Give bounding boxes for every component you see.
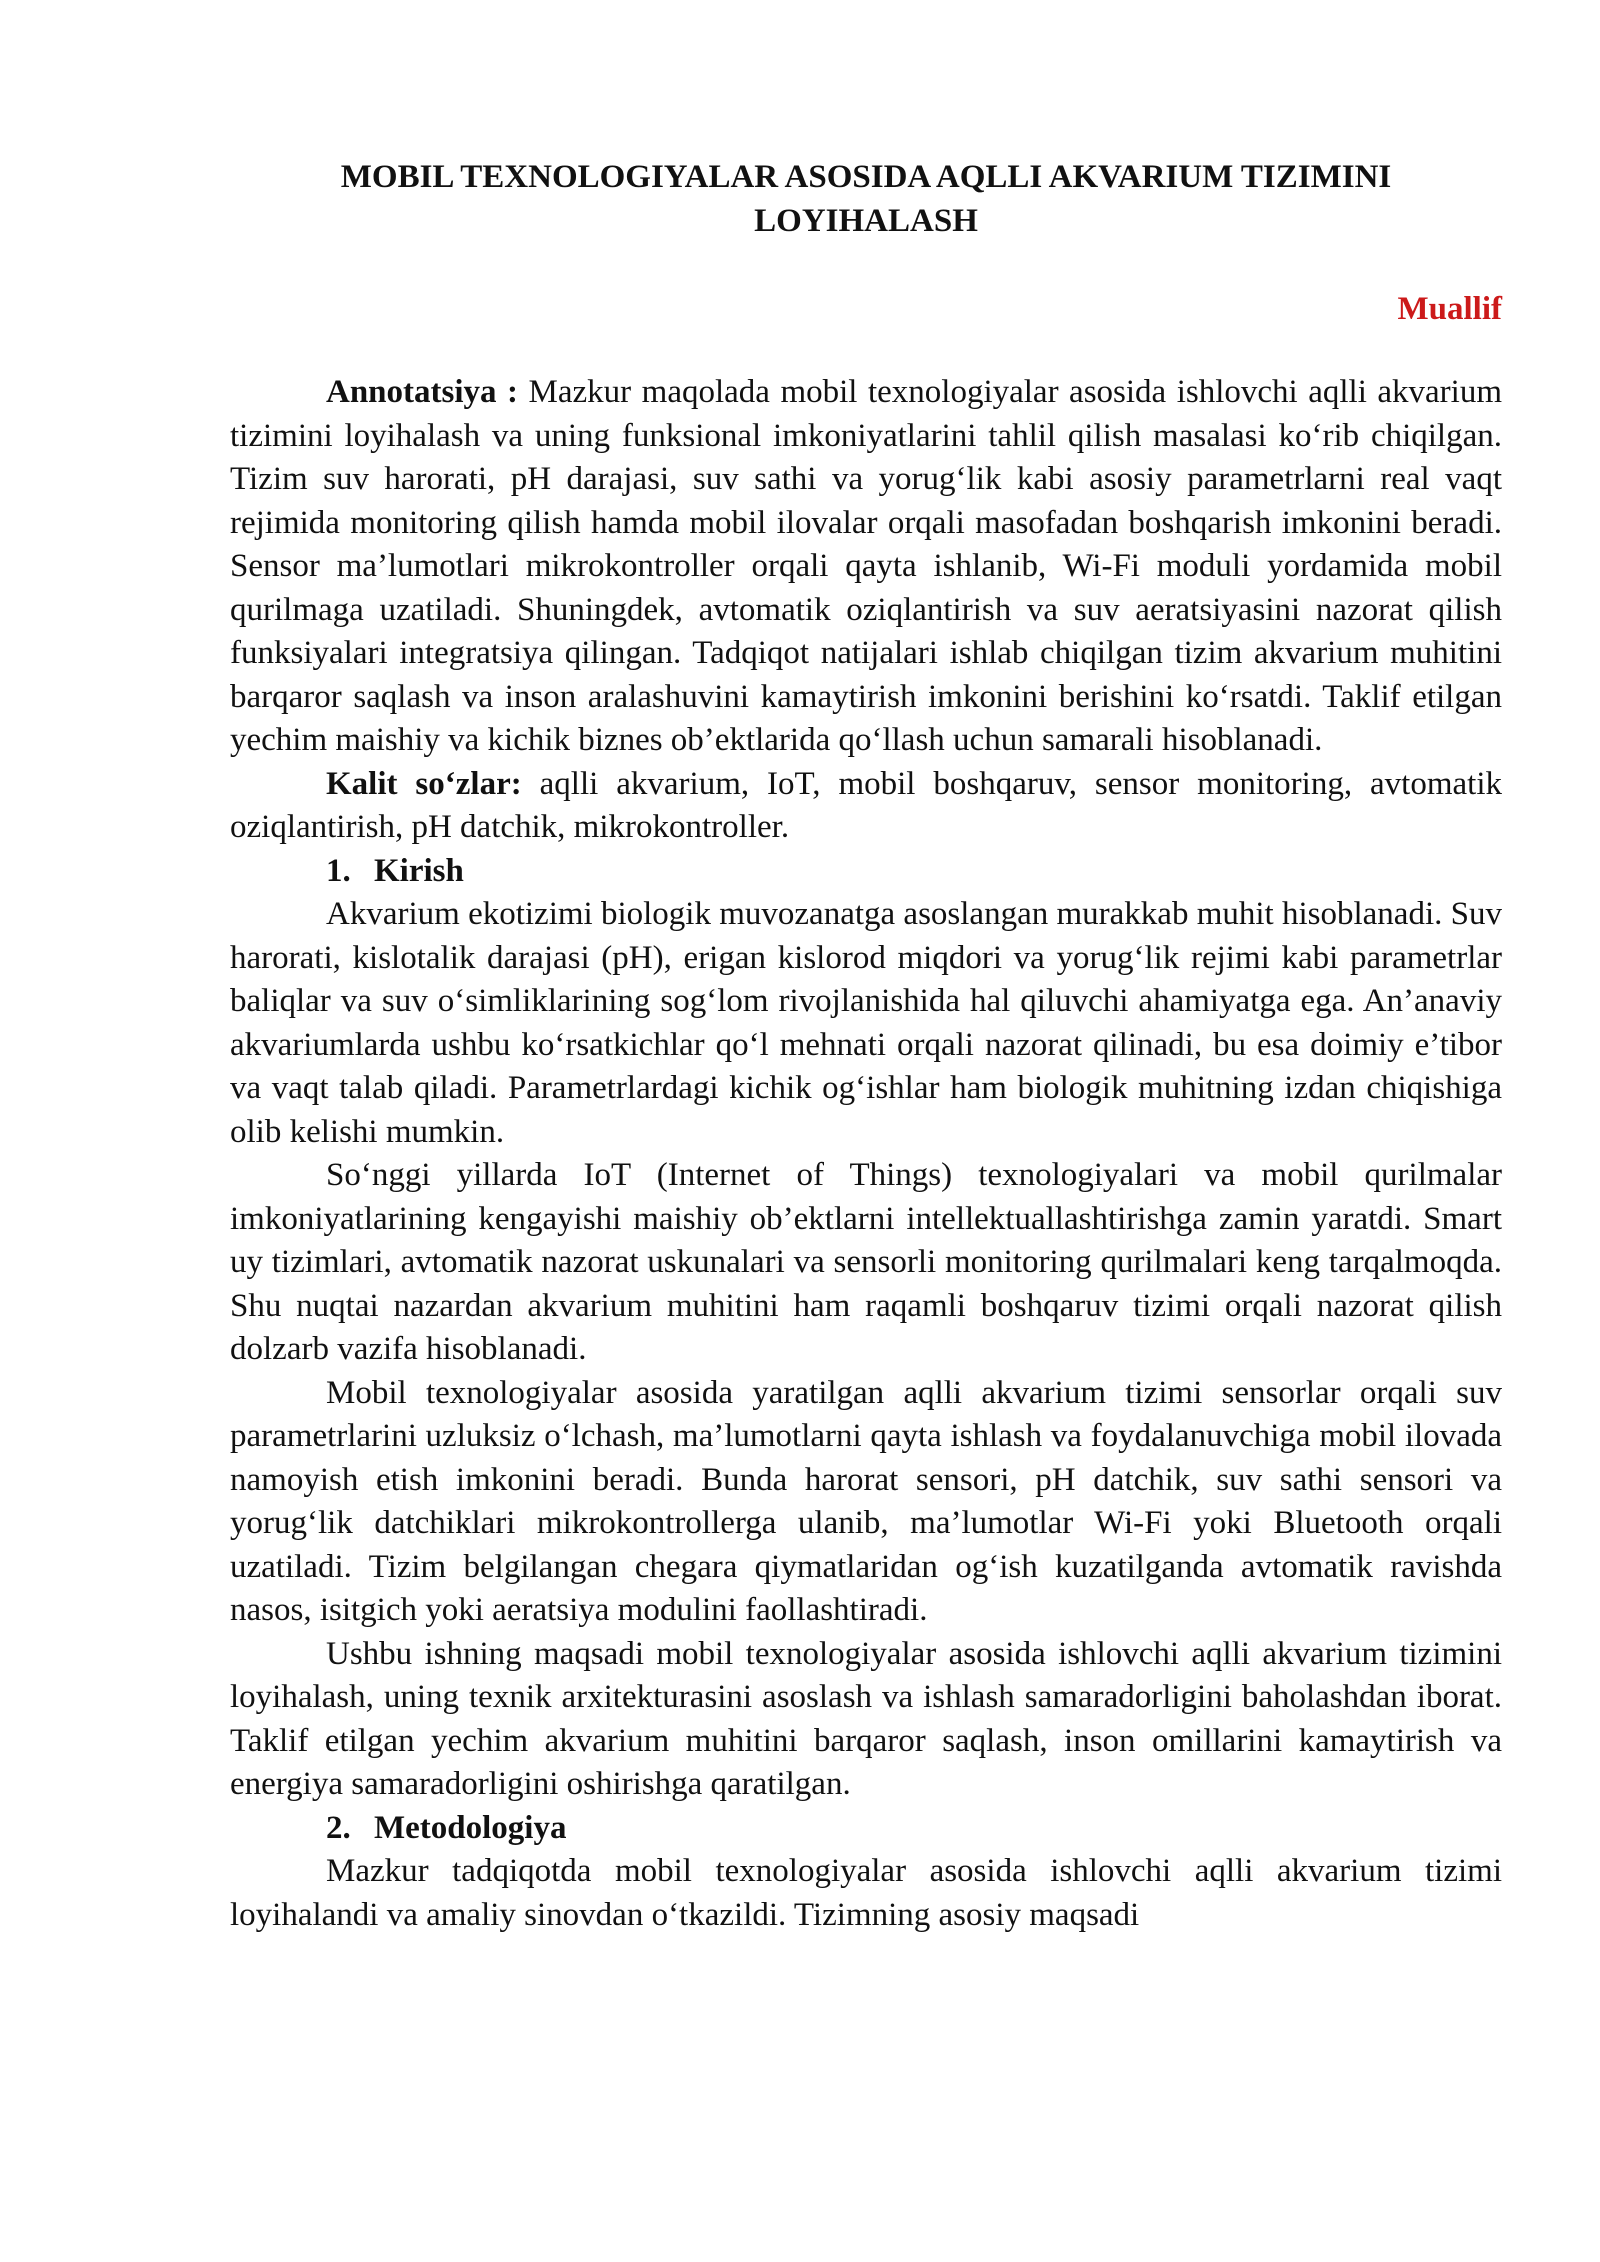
section-number: 2. <box>326 1809 351 1846</box>
author-name: Muallif <box>1397 291 1502 327</box>
keywords-paragraph <box>230 763 1502 850</box>
section-number: 1. <box>326 852 351 889</box>
body-paragraph: Ushbu ishning maqsadi mobil texnologiyalar asosida ishlovchi aqlli akvarium tizimini loyihalash, uning texnik arxitekturasini asoslash va ishlash samaradorligini baholashdan iborat. Taklif etilgan yechim akvarium muhitini barqaror saqlash, inson omillarini kamaytirish va energiya samaradorligini oshirishga qaratilgan. <box>230 1635 1502 1802</box>
abstract-paragraph <box>230 371 1502 763</box>
abstract-label: Annotatsiya : <box>326 374 519 410</box>
body-paragraph: Akvarium ekotizimi biologik muvozanatga asoslangan murakkab muhit hisoblanadi. Suv harorati, kislotalik darajasi (pH), erigan kislorod miqdori va yorug‘lik rejimi kabi parametrlar baliqlar va suv o‘simliklarining sog‘lom rivojlanishida hal qiluvchi ahamiyatga ega. An’anaviy akvariumlarda ushbu ko‘rsatkichlar qo‘l mehnati orqali nazorat qilinadi, bu esa doimiy e’tibor va vaqt talab qiladi. Parametrlardagi kichik og‘ishlar ham biologik muhitning izdan chiqishiga olib kelishi mumkin. <box>230 896 1502 1150</box>
paper-title-line-1: MOBIL TEXNOLOGIYALAR ASOSIDA AQLLI AKVARIUM TIZIMINI <box>340 159 1392 195</box>
section-title: Kirish <box>374 852 464 889</box>
paper-title <box>230 155 1502 243</box>
paper-title-line-2: LOYIHALASH <box>754 203 978 239</box>
section-heading-methodology <box>230 1807 1502 1851</box>
abstract-text: Mazkur maqolada mobil texnologiyalar asosida ishlovchi aqlli akvarium tizimini loyihalash va uning funksional imkoniyatlarini tahlil qilish masalasi ko‘rib chiqilgan. Tizim suv harorati, pH darajasi, suv sathi va yorug‘lik kabi asosiy parametrlarni real vaqt rejimida monitoring qilish hamda mobil ilovalar orqali masofadan boshqarish imkonini beradi. Sensor ma’lumotlari mikrokontroller orqali qayta ishlanib, Wi-Fi moduli yordamida mobil qurilmaga uzatiladi. Shuningdek, avtomatik oziqlantirish va suv aeratsiyasini nazorat qilish funksiyalari integratsiya qilingan. Tadqiqot natijalari ishlab chiqilgan tizim akvarium muhitini barqaror saqlash va inson aralashuvini kamaytirish imkonini berishini ko‘rsatdi. Taklif etilgan yechim maishiy va kichik biznes ob’ektlarida qo‘llash uchun samarali hisoblanadi. <box>230 374 1502 758</box>
body-paragraph: So‘nggi yillarda IoT (Internet of Things) texnologiyalari va mobil qurilmalar imkoniyatlarining kengayishi maishiy ob’ektlarni intellektuallashtirishga zamin yaratdi. Smart uy tizimlari, avtomatik nazorat uskunalari va sensorli monitoring qurilmalari keng tarqalmoqda. Shu nuqtai nazardan akvarium muhitini ham raqamli boshqaruv tizimi orqali nazorat qilish dolzarb vazifa hisoblanadi. <box>230 1157 1502 1367</box>
body-paragraph: Mazkur tadqiqotda mobil texnologiyalar asosida ishlovchi aqlli akvarium tizimi loyihalandi va amaliy sinovdan o‘tkazildi. Tizimning asosiy maqsadi <box>230 1853 1502 1933</box>
keywords-label: Kalit so‘zlar: <box>326 765 522 802</box>
keywords-text: aqlli akvarium, IoT, mobil boshqaruv, sensor monitoring, avtomatik oziqlantirish, pH datchik, mikrokontroller. <box>230 765 1502 845</box>
section-heading-introduction <box>230 850 1502 894</box>
body-paragraph: Mobil texnologiyalar asosida yaratilgan aqlli akvarium tizimi sensorlar orqali suv parametrlarini uzluksiz o‘lchash, ma’lumotlarni qayta ishlash va foydalanuvchiga mobil ilovada namoyish etish imkonini beradi. Bunda harorat sensori, pH datchik, suv sathi sensori va yorug‘lik datchiklari mikrokontrollerga ulanib, ma’lumotlar Wi-Fi yoki Bluetooth orqali uzatiladi. Tizim belgilangan chegara qiymatlaridan og‘ish kuzatilganda avtomatik ravishda nasos, isitgich yoki aeratsiya modulini faollashtiradi. <box>230 1374 1502 1628</box>
section-title: Metodologiya <box>374 1809 567 1846</box>
